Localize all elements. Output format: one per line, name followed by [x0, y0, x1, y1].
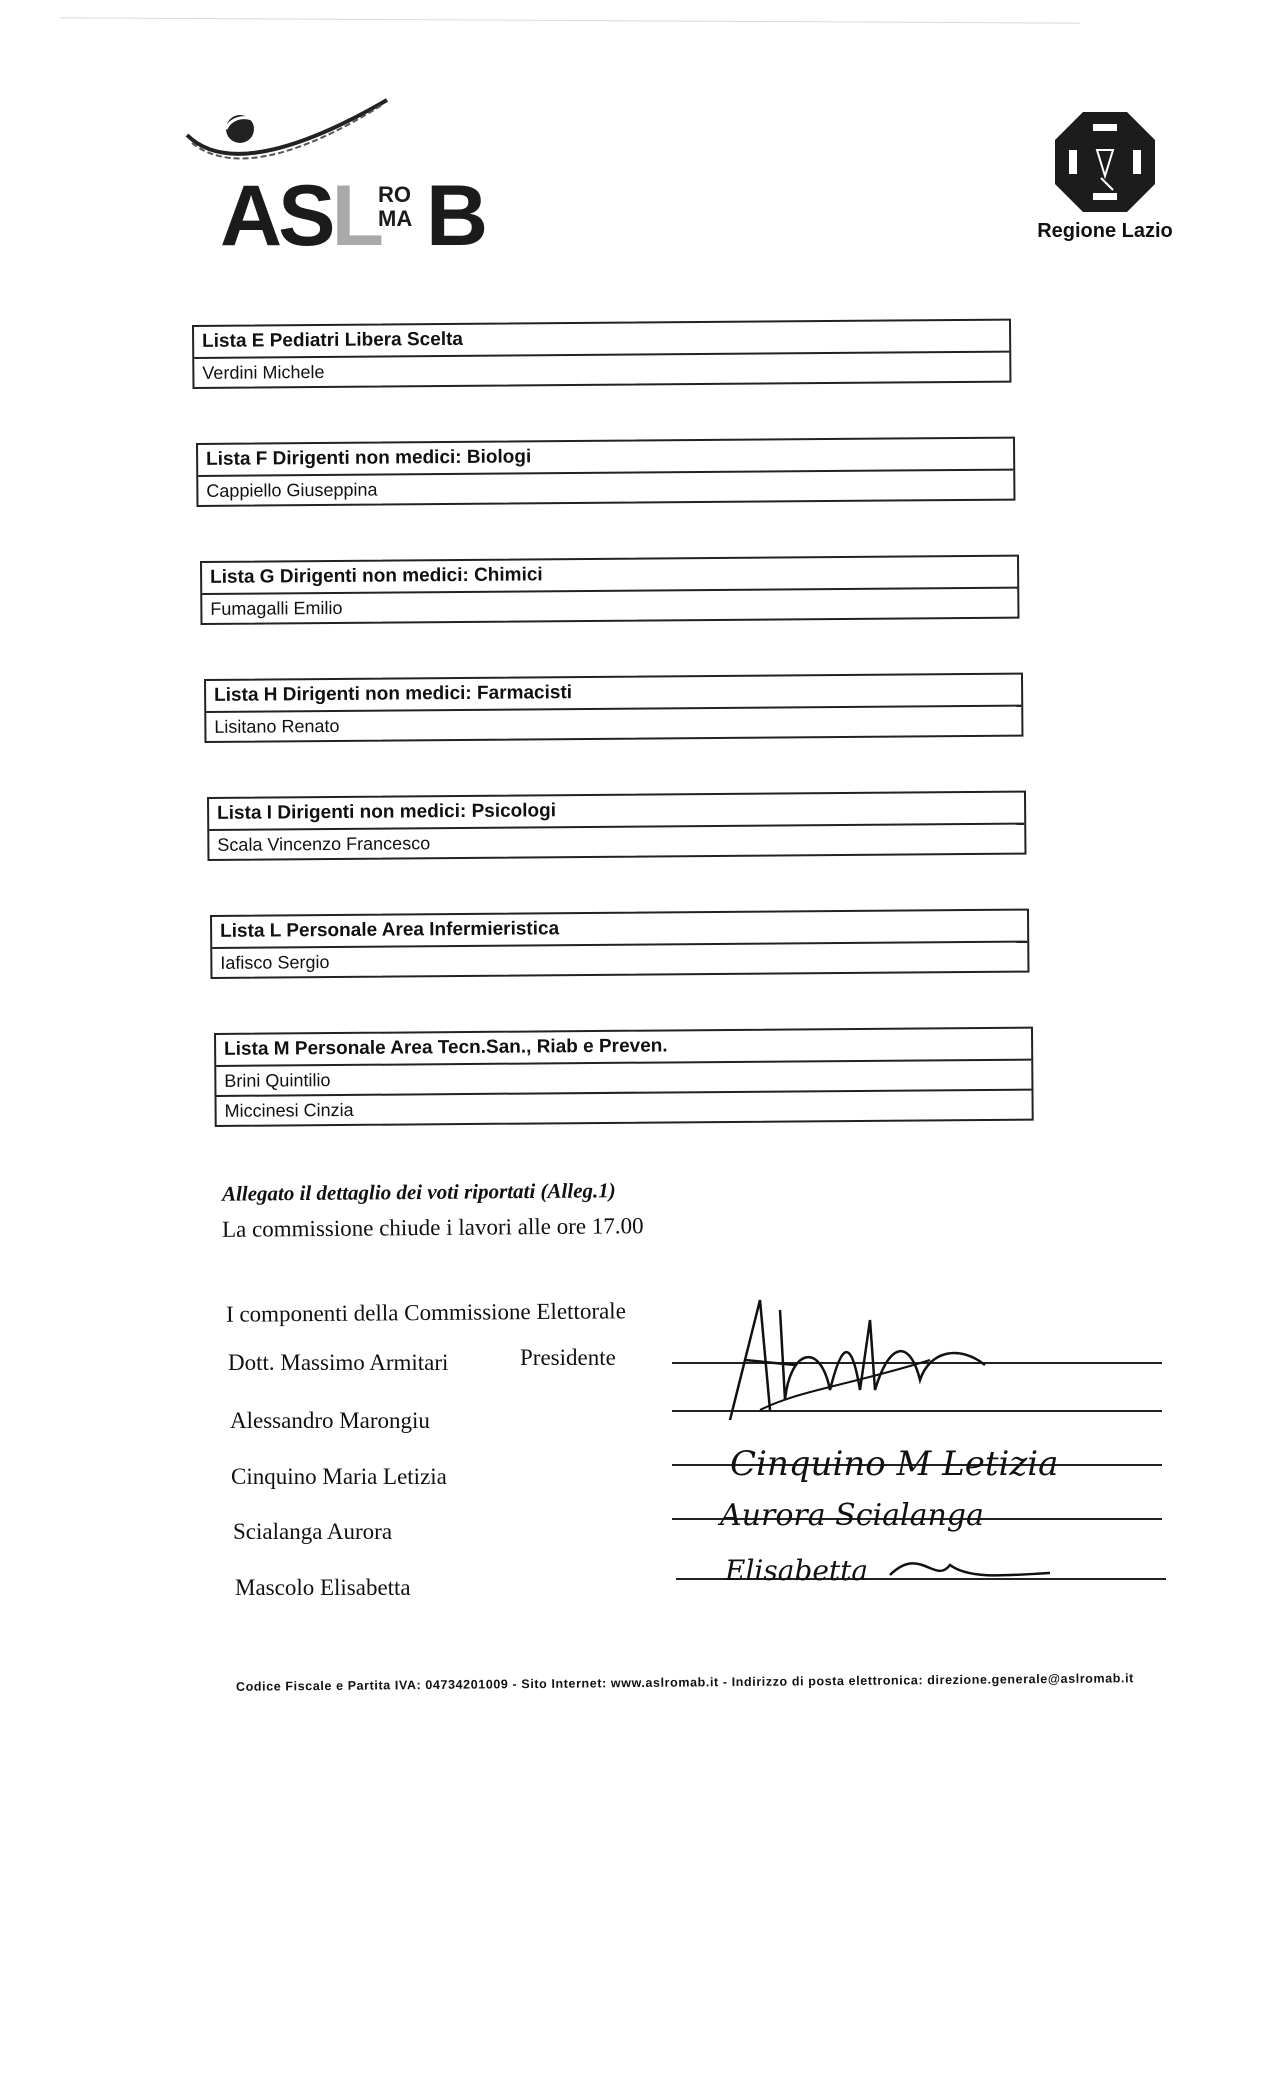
lista-name: Fumagalli Emilio — [210, 597, 343, 619]
lista-name: Iafisco Sergio — [220, 952, 330, 973]
lista-name: Brini Quintilio — [224, 1070, 331, 1091]
commission-title: I componenti della Commissione Elettorale — [225, 1298, 626, 1327]
logo-letter-b: B — [426, 168, 489, 264]
regione-lazio-label: Regione Lazio — [1037, 220, 1173, 242]
member-name: Mascolo Elisabetta — [235, 1575, 411, 1600]
asl-roma-b-logo — [182, 95, 502, 265]
signature-block — [0, 1290, 1275, 1640]
signature-mascolo-text: Elisabetta — [725, 1554, 869, 1587]
signature-president — [700, 1290, 1000, 1430]
lista-title: Lista M Personale Area Tecn.San., Riab e Preven. — [216, 1029, 1031, 1067]
lista-i — [207, 791, 1026, 861]
lista-name: Miccinesi Cinzia — [216, 1089, 1031, 1125]
member-name: Scialanga Aurora — [233, 1519, 393, 1544]
regione-lazio-emblem — [1030, 110, 1180, 243]
lista-title: Lista H Dirigenti non medici: Farmacisti — [206, 675, 1021, 713]
lista-name: Lisitano Renato — [214, 715, 340, 737]
lista-e — [192, 319, 1011, 389]
lista-name: Scala Vincenzo Francesco — [217, 833, 431, 855]
member-name: Dott. Massimo Armitari — [228, 1350, 449, 1375]
allegato-note: Allegato il dettaglio dei voti riportati (Alleg.1) — [221, 1178, 616, 1206]
lista-name: Verdini Michele — [202, 361, 325, 383]
logo-roma: RO MA — [378, 182, 413, 231]
lista-title: Lista L Personale Area Infermieristica — [212, 911, 1027, 949]
lista-title: Lista E Pediatri Libera Scelta — [194, 321, 1009, 359]
footer-contact: Codice Fiscale e Partita IVA: 04734201009 - Sito Internet: www.aslromab.it - Indirizzo di posta elettronica: direzione.generale@aslromab.it — [235, 1671, 1134, 1694]
closing-note: La commissione chiude i lavori alle ore 17.00 — [221, 1213, 644, 1242]
signature-aurora-text: Aurora Scialanga — [720, 1498, 984, 1533]
signature-mascolo — [720, 1535, 1080, 1605]
scan-edge-line — [60, 17, 1080, 23]
member-name: Cinquino Maria Letizia — [231, 1464, 447, 1489]
lista-title: Lista G Dirigenti non medici: Chimici — [202, 557, 1017, 595]
lista-title: Lista F Dirigenti non medici: Biologi — [198, 439, 1013, 477]
signature-cinquino-text: Cinquino M Letizia — [730, 1444, 1059, 1484]
lista-g — [200, 555, 1019, 625]
lista-name: Cappiello Giuseppina — [206, 479, 378, 501]
lista-l — [210, 909, 1029, 979]
lista-f — [196, 437, 1015, 507]
member-name: Alessandro Marongiu — [230, 1408, 430, 1433]
lista-h — [204, 673, 1023, 743]
president-role: Presidente — [520, 1345, 616, 1370]
regione-lazio-octagon-icon — [1053, 110, 1157, 214]
lista-title: Lista I Dirigenti non medici: Psicologi — [209, 793, 1024, 831]
lista-m — [214, 1027, 1034, 1127]
logo-letters-as: ASL — [220, 168, 381, 264]
